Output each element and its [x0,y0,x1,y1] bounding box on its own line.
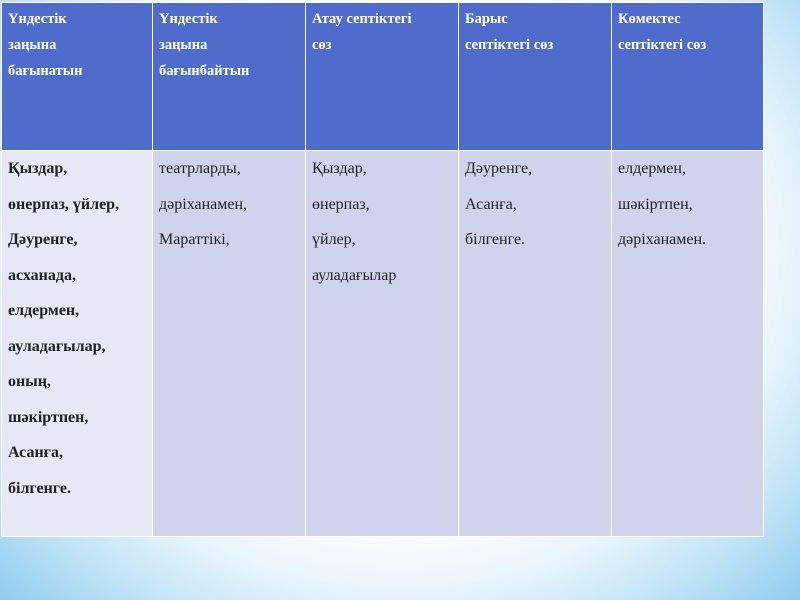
header-line: Барыс [465,11,508,27]
cell-line: шәкіртпен, [618,195,693,213]
header-line: Үндестік [159,11,218,27]
cell-line: Мараттікі, [159,231,230,248]
cell-line: елдермен, [618,160,686,177]
cell-line: Асанға, [8,444,63,461]
header-cell-dative [459,3,612,151]
cell-line: ауладағылар [312,266,397,284]
grammar-table [1,2,764,537]
cell-harmony-not-following [153,151,306,537]
cell-instrumental [612,151,764,537]
header-cell-harmony-not-following [153,3,306,151]
cell-line: Қыздар, [8,160,68,177]
header-line: Атау септіктегі [312,11,412,27]
header-line: сөз [312,37,332,53]
header-line: Үндестік [8,11,67,27]
header-cell-nominative [306,3,459,151]
cell-line: шәкіртпен, [8,408,89,426]
cell-line: дәріханамен, [159,195,248,213]
cell-line: өнерпаз, үйлер, [8,195,120,213]
cell-line: үйлер, [312,231,356,248]
cell-line: театрларды, [159,160,241,177]
header-line: септіктегі сөз [618,37,707,53]
header-line: бағынатын [8,63,83,79]
header-line: Көмектес [618,11,681,27]
cell-line: ауладағылар, [8,337,106,355]
header-line: бағынбайтын [159,63,250,79]
cell-line: оның, [8,373,51,390]
header-line: заңына [159,37,208,53]
cell-dative [459,151,612,537]
cell-line: білгенге. [8,479,71,497]
cell-line: дәріханамен. [618,231,707,248]
header-cell-instrumental [612,3,764,151]
cell-line: Дәуренге, [8,231,78,248]
header-line: септіктегі сөз [465,37,554,53]
table-row [2,151,764,537]
cell-line: Асанға, [465,195,517,213]
cell-nominative [306,151,459,537]
cell-line: елдермен, [8,302,80,319]
cell-line: асханада, [8,266,76,284]
cell-line: білгенге. [465,231,526,248]
table-header-row [2,3,764,151]
header-cell-harmony-following [2,3,153,151]
header-line: заңына [8,37,57,53]
cell-line: Қыздар, [312,160,367,177]
cell-harmony-following [2,151,153,537]
cell-line: Дәуренге, [465,160,533,177]
cell-line: өнерпаз, [312,195,370,213]
